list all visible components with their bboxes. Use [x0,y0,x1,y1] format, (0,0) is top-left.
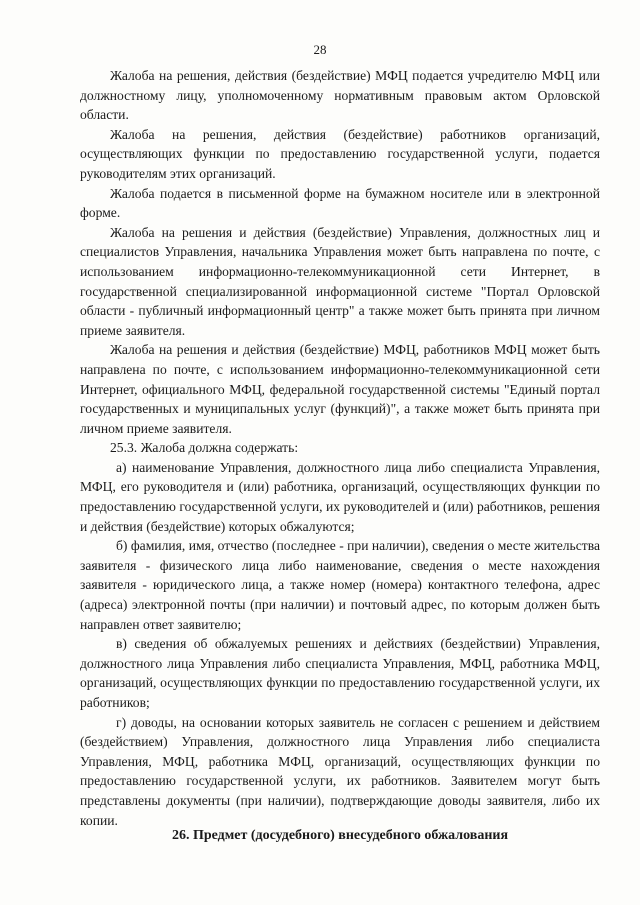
paragraph-complaint-mfc-workers: Жалоба на решения и действия (бездействие) МФЦ, работников МФЦ может быть направлена по почте, с использованием информационно-телекоммуникационной сети Интернет, официального МФЦ, федеральной государственной системы "Единый портал государственных и муниципальных услуг (функций)", а также может быть принята при личном приеме заявителя. [80,342,600,436]
list-item-b: б) фамилия, имя, отчество (последнее - при наличии), сведения о месте жительства заявителя - физического лица либо наименование, сведения о месте нахождения заявителя - юридического лица, а также номер (номера) контактного телефона, адрес (адреса) электронной почты (при наличии) и почтовый адрес, по которым должен быть направлен ответ заявителю; [80,538,600,632]
document-body [80,66,600,830]
paragraph-complaint-department: Жалоба на решения и действия (бездействие) Управления, должностных лиц и специалистов Управления, начальника Управления может быть направлена по почте, с использованием информационно-телекоммуникационной сети Интернет, в государственной специализированной информационной системе "Портал Орловской области - публичный информационный центр" а также может быть принята при личном приеме заявителя. [80,224,600,338]
paragraph-complaint-mfc-founder: Жалоба на решения, действия (бездействие) МФЦ подается учредителю МФЦ или должностному лицу, уполномоченному нормативным правовым актом Орловской области. [80,68,600,123]
paragraph-complaint-form: Жалоба подается в письменной форме на бумажном носителе или в электронной форме. [80,185,600,221]
list-item-a: а) наименование Управления, должностного лица либо специалиста Управления, МФЦ, его руководителя и (или) работника, организаций, осуществляющих функции по предоставлению государственной услуги, их руководителей и (или) работников, решения и действия (бездействие) которых обжалуются; [80,459,600,534]
list-item-v: в) сведения об обжалуемых решениях и действиях (бездействии) Управления, должностного лица Управления либо специалиста Управления, МФЦ, работника МФЦ, организаций, осуществляющих функции по предоставлению государственной услуги, их работников; [80,636,600,710]
section-heading: 26. Предмет (досудебного) внесудебного обжалования [171,828,509,843]
page-number: 28 [313,42,327,57]
paragraph-complaint-organizations: Жалоба на решения, действия (бездействие) работников организаций, осуществляющих функции по предоставлению государственной услуги, подается руководителям этих организаций. [80,126,600,181]
paragraph-complaint-contents-intro: 25.3. Жалоба должна содержать: [110,440,299,456]
list-item-g: г) доводы, на основании которых заявитель не согласен с решением и действием (бездействием) Управления, должностного лица Управления либо специалиста Управления, МФЦ, работника МФЦ, организаций, осуществляющих функции по предоставлению государственной услуги, их работников. Заявителем могут быть представлены документы (при наличии), подтверждающие доводы заявителя, либо их копии. [80,714,600,828]
